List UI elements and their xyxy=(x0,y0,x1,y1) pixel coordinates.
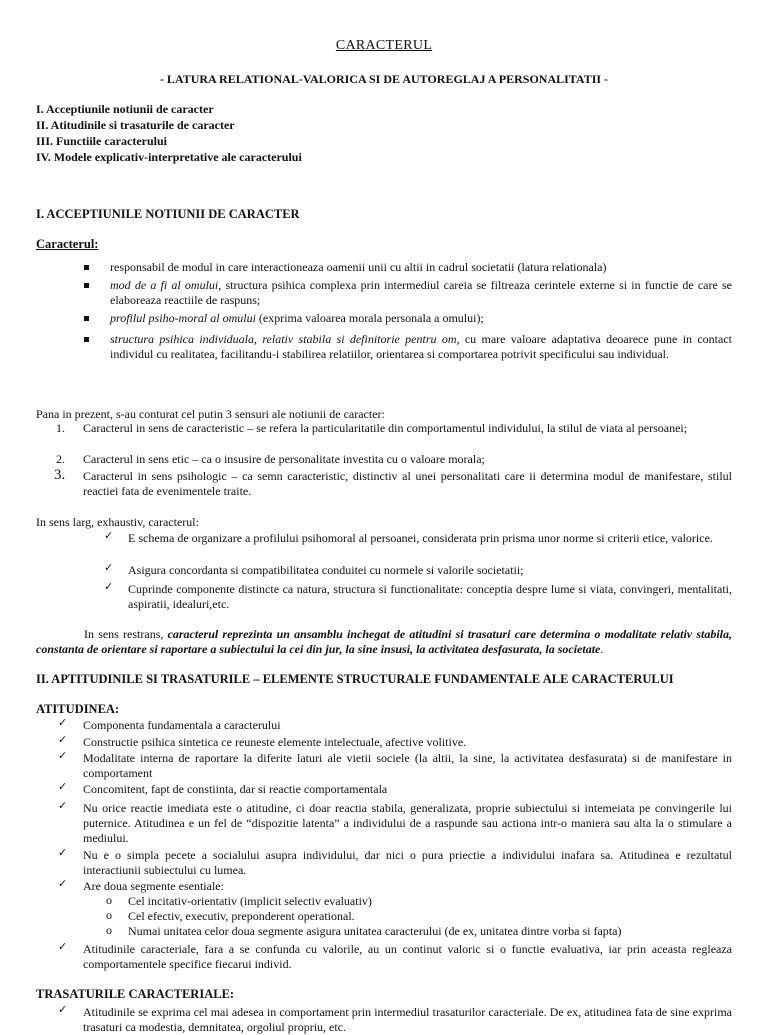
atitudinea-label: ATITUDINEA: xyxy=(36,702,120,716)
circle-bullet-icon: o xyxy=(106,923,112,937)
bullet-square-icon xyxy=(84,337,89,342)
table-of-contents xyxy=(36,101,302,165)
senses-intro: Pana in prezent, s-au conturat cel putin 3 sensuri ale notiunii de caracter: xyxy=(36,407,385,421)
check-icon: ✓ xyxy=(58,941,68,953)
check-icon: ✓ xyxy=(58,734,68,746)
list-item: structura psihica individuala, relativ stabila si definitorie pentru om, cu mare valoare adaptativa deoarece pune in contact individul cu realitatea, facilitandu-i stabilirea relatiilor, orientarea si comportarea potrivit specificului sau individual. xyxy=(110,332,733,361)
check-icon: ✓ xyxy=(58,750,68,762)
check-icon: ✓ xyxy=(104,562,114,574)
toc-item: IV. Modele explicativ-interpretative ale caracterului xyxy=(36,150,302,164)
list-item: responsabil de modul in care interactioneaza oamenii unii cu altii in cadrul societatii (latura relationala) xyxy=(110,260,607,274)
list-item: Atitudinile caracteriale, fara a se confunda cu valorile, au un continut valoric si o functie evaluativa, iar prin aceasta regleaza comportamentele specifice fiecarui individ. xyxy=(83,942,732,971)
list-item: Asigura concordanta si compatibilitatea conduitei cu normele si valorile societatii; xyxy=(128,563,524,577)
list-item: profilul psiho-moral al omului (exprima valoarea morala personala a omului); xyxy=(110,311,484,325)
bullet-square-icon xyxy=(84,316,89,321)
check-icon: ✓ xyxy=(58,800,68,812)
check-icon: ✓ xyxy=(58,781,68,793)
list-item: Constructie psihica sintetica ce reuneste elemente intelectuale, afective volitive. xyxy=(83,735,467,749)
list-number: 3. xyxy=(54,467,66,483)
list-item: Atitudinile se exprima cel mai adesea in comportament prin intermediul trasaturilor caracteriale. De ex, atitudinea fata de sine exprima trasaturi ca modestia, demnitatea, orgoliul propriu, etc. xyxy=(83,1005,732,1034)
list-item: Caracterul in sens etic – ca o insusire de personalitate investita cu o valoare morala; xyxy=(83,452,485,466)
list-item: Modalitate interna de raportare la diferite laturi ale vietii sociele (la altii, la sine, la activitatea desfasurata) si de manifestare in comportament xyxy=(83,751,732,780)
toc-item: II. Atitudinile si trasaturile de caracter xyxy=(36,118,235,132)
list-item: Numai unitatea celor doua segmente asigura unitatea caracterului (de ex, unitatea dintre vorba si fapta) xyxy=(128,924,622,938)
check-icon: ✓ xyxy=(58,847,68,859)
check-icon: ✓ xyxy=(58,717,68,729)
list-item: Caracterul in sens de caracteristic – se refera la particularitatile din comportamentul individului, la stilul de viata al persoanei; xyxy=(83,421,688,435)
list-item: Componenta fundamentala a caracterului xyxy=(83,718,281,732)
list-item: Nu orice reactie imediata este o atitudine, ci doar reactia stabila, generalizata, proprie subiectului si intemeiata pe convingerile lui puternice. Atitudinea e un fel de “dispozitie latenta” a individului de a raspunde sau actiona intr-o maniera sau alta la o stimulare a mediului. xyxy=(83,801,732,845)
list-item: Concomitent, fapt de constiinta, dar si reactie comportamentala xyxy=(83,782,388,796)
check-icon: ✓ xyxy=(104,530,114,542)
list-number: 2. xyxy=(56,452,65,466)
section-heading: I. ACCEPTIUNILE NOTIUNII DE CARACTER xyxy=(36,207,300,221)
caracterul-label: Caracterul: xyxy=(36,237,99,251)
narrow-definition: In sens restrans, caracterul reprezinta un ansamblu inchegat de atitudini si trasaturi care determina o modalitate relativ stabila, constanta de orientare si raportare a subiectului la cei din jur, la sine insusi, la activitatea desfasurata, la societate. xyxy=(36,627,732,656)
check-icon: ✓ xyxy=(104,581,114,593)
bullet-square-icon xyxy=(84,283,89,288)
document-subtitle: - LATURA RELATIONAL-VALORICA SI DE AUTOREGLAJ A PERSONALITATII - xyxy=(159,72,609,86)
list-item: E schema de organizare a profilului psihomoral al persoanei, considerata prin prisma unor norme si criterii etice, valorice. xyxy=(128,531,713,545)
list-item: Cel incitativ-orientativ (implicit selectiv evaluativ) xyxy=(128,894,372,908)
list-item: mod de a fi al omului, structura psihica complexa prin intermediul careia se filtreaza cerintele externe si in functie de care se elaboreaza reactiile de raspuns; xyxy=(110,278,733,307)
toc-item: III. Functiile caracterului xyxy=(36,134,167,148)
check-icon: ✓ xyxy=(58,878,68,890)
list-item: Are doua segmente esentiale: xyxy=(83,879,224,893)
trasaturile-label: TRASATURILE CARACTERIALE: xyxy=(36,987,235,1001)
list-item: Cel efectiv, executiv, preponderent operational. xyxy=(128,909,355,923)
list-number: 1. xyxy=(56,421,65,435)
list-item: Caracterul in sens psihologic – ca semn caracteristic, distinctiv al unei personalitati care ii determina modul de manifestare, stilul reactiei fata de evenimentele traite. xyxy=(83,469,732,498)
toc-item: I. Acceptiunile notiunii de caracter xyxy=(36,102,214,116)
document-title: CARACTERUL xyxy=(335,38,433,53)
list-item: Cuprinde componente distincte ca natura, structura si functionalitate: conceptia despre lume si viata, convingeri, mentalitati, aspiratii, idealuri,etc. xyxy=(128,582,732,611)
section-heading: II. APTITUDINILE SI TRASATURILE – ELEMENTE STRUCTURALE FUNDAMENTALE ALE CARACTERULUI xyxy=(36,672,674,686)
bullet-square-icon xyxy=(84,265,89,270)
list-item: Nu e o simpla pecete a socialului asupra individului, dar nici o pura priectie a individului inafara sa. Atitudinea e rezultatul interactiunii subiectului cu lumea. xyxy=(83,848,732,877)
circle-bullet-icon: o xyxy=(106,893,112,907)
check-icon: ✓ xyxy=(58,1004,68,1016)
circle-bullet-icon: o xyxy=(106,908,112,922)
broad-intro: In sens larg, exhaustiv, caracterul: xyxy=(36,515,199,529)
